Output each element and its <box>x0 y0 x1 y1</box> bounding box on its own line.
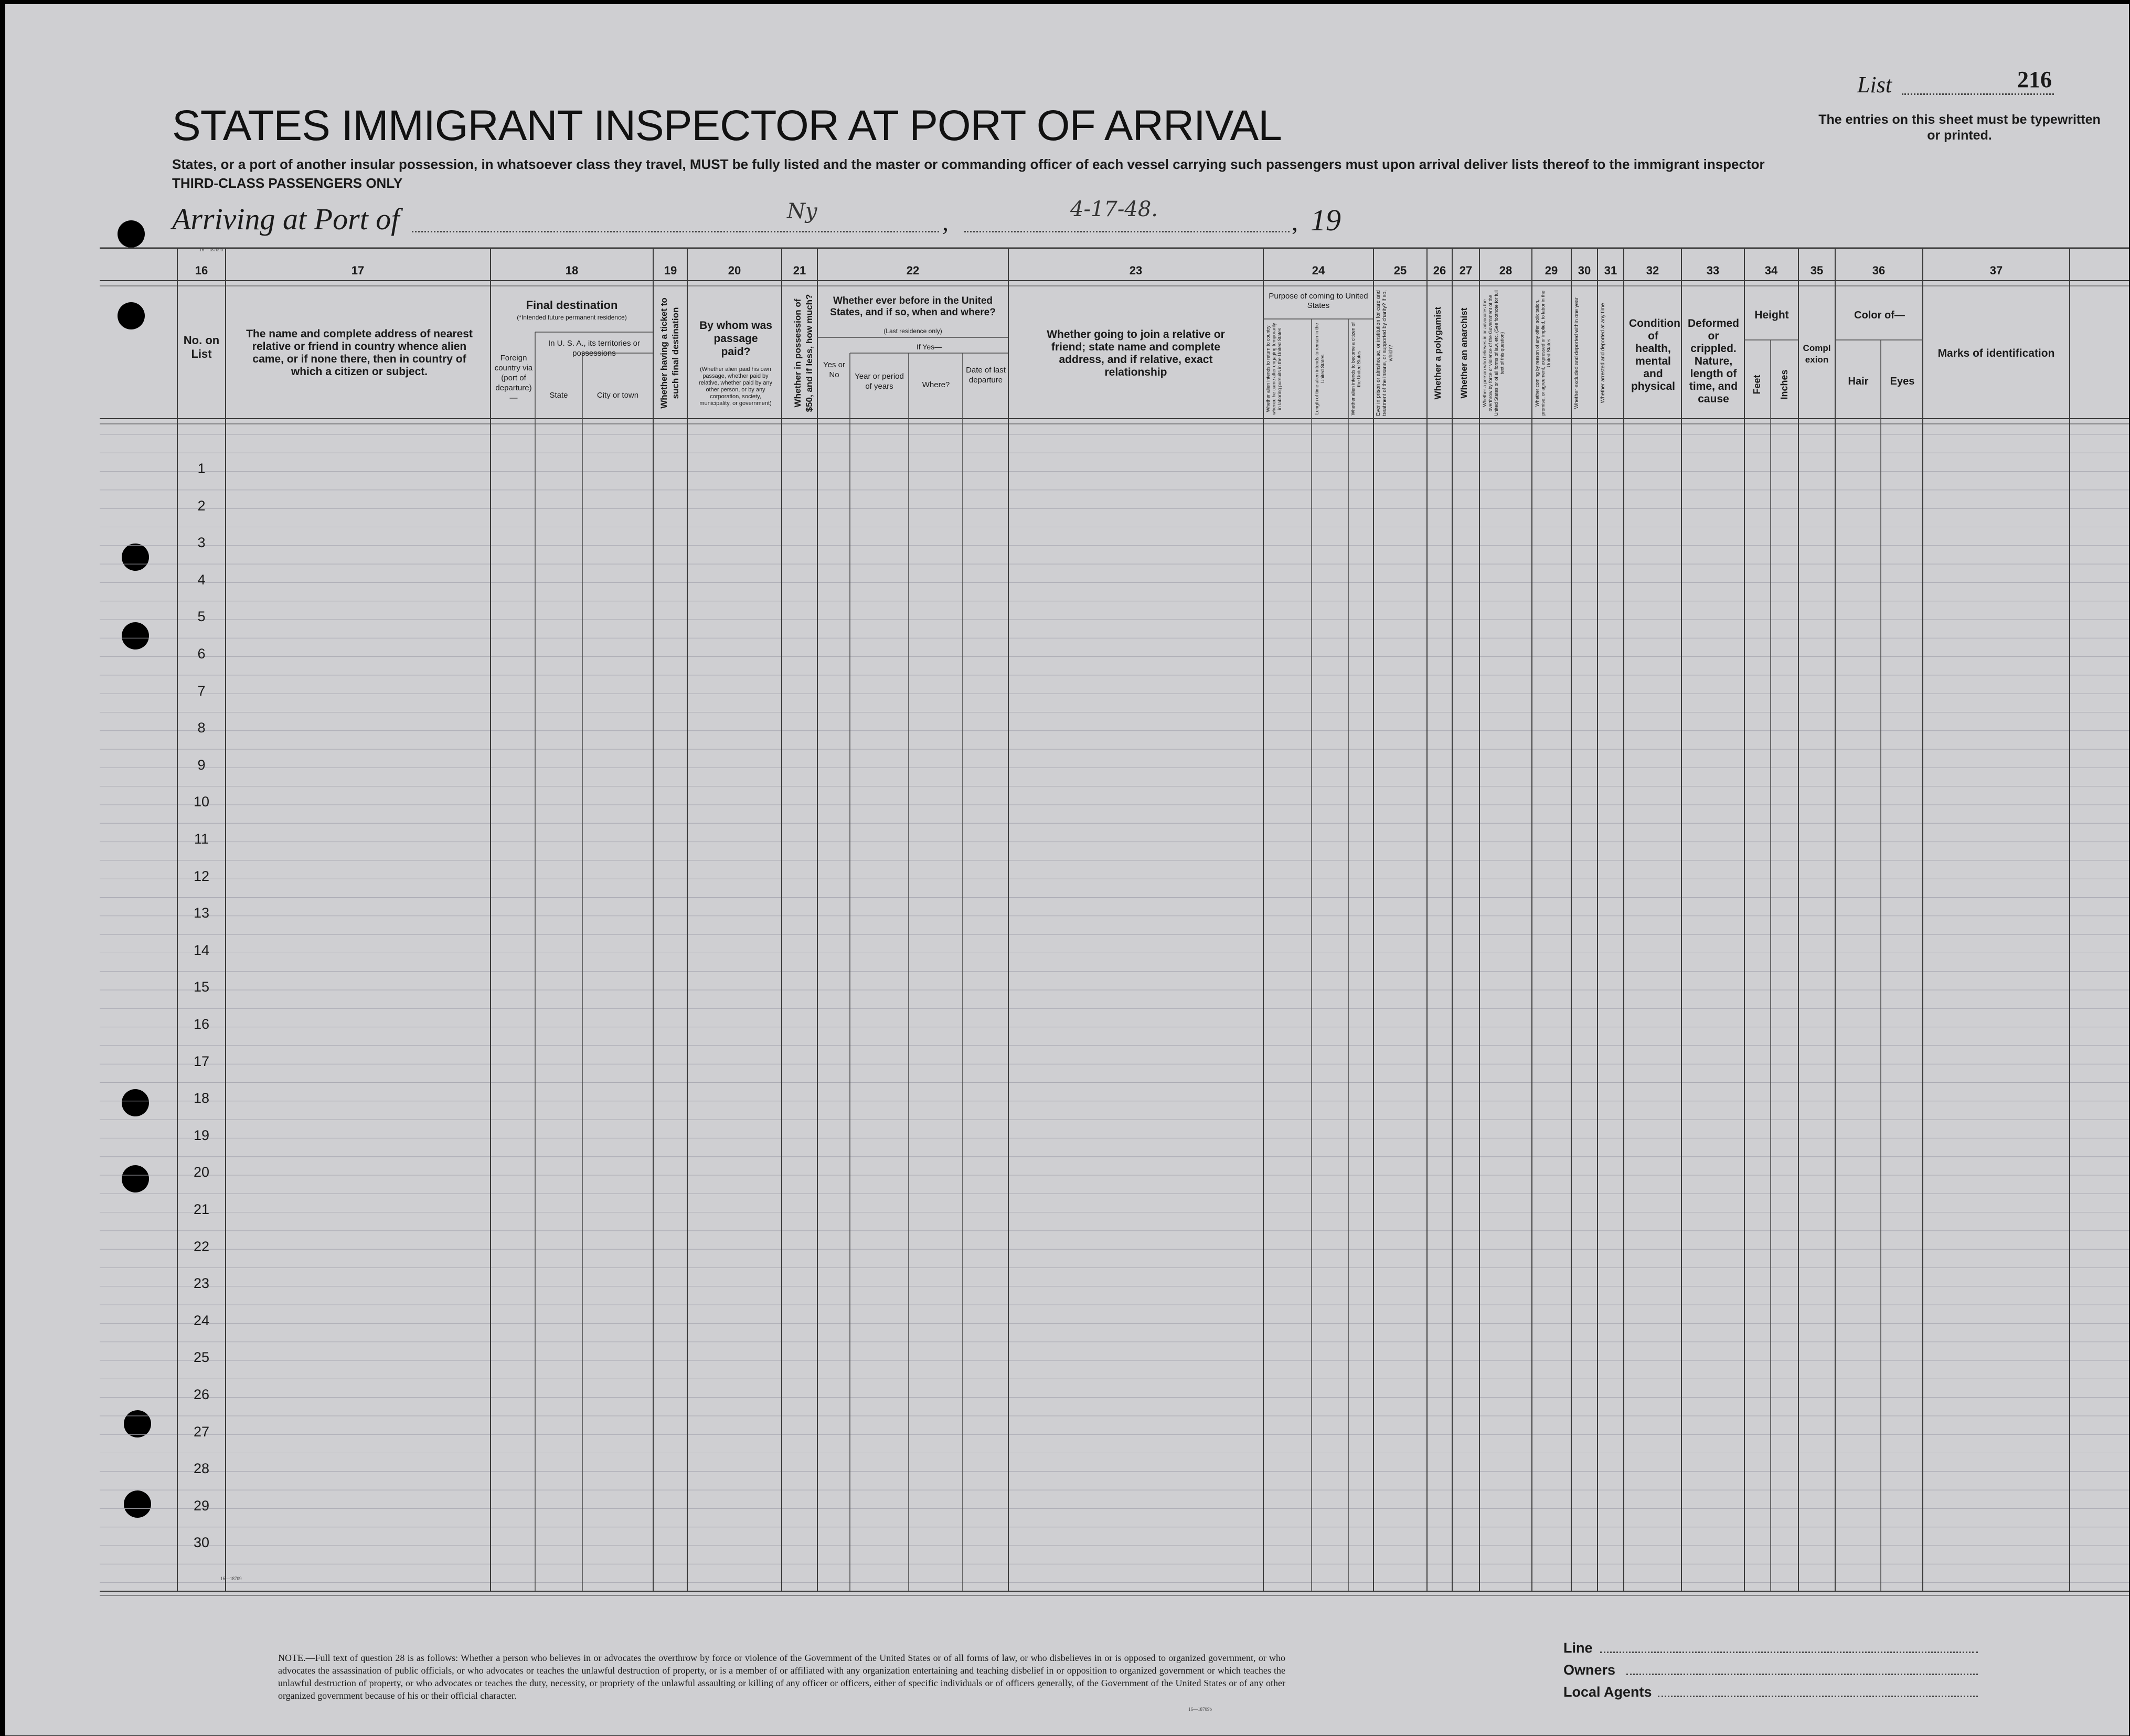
column-number: 20 <box>728 264 741 277</box>
form-code-left: 16—18709 <box>220 1576 242 1581</box>
header-ticket: Whether having a ticket to such final destination <box>659 297 680 409</box>
column-number: 36 <box>1872 264 1886 277</box>
header-state: State <box>549 391 568 400</box>
column-number: 25 <box>1393 264 1407 277</box>
manifest-sheet <box>5 4 2129 1735</box>
form-code-top: 16—18709b <box>199 247 223 252</box>
header-date-of-last-departure: Date of last departure <box>966 366 1006 385</box>
header-final-destination-note: (*Intended future permanent residence) <box>517 314 627 321</box>
column-number: 29 <box>1545 264 1558 277</box>
row-number: 16 <box>193 1016 210 1032</box>
row-number: 2 <box>197 497 206 514</box>
column-number: 21 <box>793 264 806 277</box>
header-final-destination: Final destination <box>526 299 618 312</box>
header-passage-paid: By whom was passage paid? <box>699 319 772 358</box>
header-ever-before-note: (Last residence only) <box>883 327 942 335</box>
column-number: 22 <box>906 264 920 277</box>
column-number: 30 <box>1578 264 1591 277</box>
row-number: 25 <box>193 1349 210 1366</box>
header-feet: Feet <box>1752 375 1762 395</box>
row-number: 29 <box>193 1497 210 1514</box>
header-nearest-relative: The name and complete address of nearest relative or friend in country whence alien came, or if none there, then in country of which a citizen or subject. <box>246 328 473 378</box>
header-purpose-return: Whether alien intends to return to country whence he came after engaging temporarily in laboring pursuits in the United States <box>1265 323 1282 415</box>
header-foreign-country: Foreign country via (port of departure)— <box>494 354 533 402</box>
header-where: Where? <box>922 380 950 389</box>
row-number: 24 <box>193 1312 210 1328</box>
column-number: 34 <box>1764 264 1778 277</box>
header-purpose-citizen: Whether alien intends to become a citizen of the United States <box>1350 322 1361 416</box>
row-number: 10 <box>193 794 210 810</box>
column-number: 27 <box>1459 264 1473 277</box>
row-number: 15 <box>193 979 210 995</box>
column-number: 31 <box>1604 264 1617 277</box>
column-number: 19 <box>664 264 677 277</box>
column-number: 16 <box>195 264 208 277</box>
header-arrested: Whether arrested and deported at any time <box>1600 303 1606 403</box>
row-number: 22 <box>193 1238 210 1254</box>
year-prefix: 19 <box>1311 203 1341 237</box>
row-number: 30 <box>193 1535 210 1551</box>
footer-owners-label: Owners <box>1563 1662 1616 1678</box>
row-number: 20 <box>193 1164 210 1180</box>
header-health: Condition of health, mental and physical <box>1629 317 1680 392</box>
footer-line-field[interactable] <box>1600 1652 1978 1653</box>
entries-note: The entries on this sheet must be typewritten or printed. <box>1818 112 2101 143</box>
row-number: 1 <box>197 461 206 476</box>
row-number: 14 <box>193 942 210 958</box>
header-eyes: Eyes <box>1890 376 1915 387</box>
header-fifty-dollars: Whether in possession of $50, and if less, how much? <box>793 294 814 412</box>
header-height: Height <box>1754 309 1789 321</box>
header-going-to-join: Whether going to join a relative or friend; state name and complete address, and if relative, exact relationship <box>1047 328 1225 378</box>
footer-agents-field[interactable] <box>1658 1696 1978 1697</box>
header-in-usa: In U. S. A., its territories or possessions <box>548 339 641 358</box>
form-code-foot: 16—18709b <box>1188 1707 1212 1712</box>
header-purpose: Purpose of coming to United States <box>1269 292 1368 310</box>
row-number: 4 <box>197 571 206 588</box>
page-title: STATES IMMIGRANT INSPECTOR AT PORT OF ARRIVAL <box>172 102 1282 150</box>
header-color-of: Color of— <box>1854 310 1905 321</box>
row-number: 8 <box>197 720 206 736</box>
row-number: 3 <box>197 535 206 551</box>
header-ever-before-us: Whether ever before in the United States, and if so, when and where? <box>830 295 996 318</box>
header-year-or-period: Year or period of years <box>855 372 904 391</box>
header-offer-to-labor: Whether coming by reason of any offer, solicitation, promise, or agreement, expressed or implied, to labor in the United States <box>1535 290 1551 416</box>
column-number: 37 <box>1989 264 2003 277</box>
header-marks-of-identification: Marks of identification <box>1937 347 2055 359</box>
subtitle-instructions: States, or a port of another insular possession, in whatsoever class they travel, MUST be fully listed and the master or commanding officer of each vessel carrying such passengers must upon arrival deliver lists thereof to the immigrant inspector <box>172 156 1765 172</box>
header-hair: Hair <box>1848 376 1869 387</box>
column-number: 35 <box>1810 264 1824 277</box>
row-number: 17 <box>193 1053 210 1069</box>
list-label: List <box>1857 72 1892 98</box>
footer-agents-label: Local Agents <box>1563 1684 1652 1700</box>
column-number: 24 <box>1312 264 1325 277</box>
row-number: 19 <box>193 1127 210 1143</box>
footer-line-label: Line <box>1563 1640 1593 1656</box>
column-number: 23 <box>1129 264 1143 277</box>
row-number: 28 <box>193 1461 210 1477</box>
row-number: 26 <box>193 1387 210 1402</box>
header-overthrow: Whether a person who believes in or advocates the overthrow by force or violence of the Government of the United States or of all forms of law, etc. (See footnote for full text of this question) <box>1482 290 1505 416</box>
header-purpose-length: Length of time alien intends to remain in the United States <box>1314 323 1325 415</box>
comma: , <box>942 208 949 236</box>
row-number: 7 <box>197 683 206 699</box>
column-number: 33 <box>1706 264 1720 277</box>
header-no-on-list: No. on List <box>183 334 220 360</box>
header-excluded: Whether excluded and deported within one year <box>1574 297 1580 409</box>
list-number: 216 <box>2017 67 2052 92</box>
row-number: 21 <box>193 1201 210 1217</box>
row-number: 12 <box>193 868 210 884</box>
row-number: 23 <box>193 1275 210 1292</box>
header-if-yes: If Yes— <box>916 343 942 351</box>
header-prison: Ever in prison or almshouse, or institution for care and treatment of the insane, or supported by charity? If so, which? <box>1376 290 1394 416</box>
column-number: 28 <box>1499 264 1513 277</box>
footer-owners-field[interactable] <box>1626 1674 1978 1675</box>
header-complexion: Complexion <box>1803 343 1831 365</box>
column-number: 32 <box>1646 264 1659 277</box>
header-passage-paid-note: (Whether alien paid his own passage, whether paid by relative, whether paid by any other person, or by any corporation, society, municipality, or government) <box>698 366 773 407</box>
arriving-label: Arriving at Port of <box>172 202 400 236</box>
header-yes-or-no: Yes or No <box>823 360 845 379</box>
comma: , <box>1292 208 1298 236</box>
header-deformed: Deformed or crippled. Nature, length of time, and cause <box>1687 317 1740 405</box>
header-anarchist: Whether an anarchist <box>1459 307 1469 399</box>
row-number: 13 <box>193 905 210 921</box>
row-number: 27 <box>193 1423 210 1440</box>
column-number: 26 <box>1433 264 1446 277</box>
row-number: 5 <box>197 609 206 625</box>
row-number: 18 <box>193 1090 210 1106</box>
footnote: NOTE.—Full text of question 28 is as follows: Whether a person who believes in or advocates the overthrow by force or violence of the Government of the United States or of all forms of law, or who disbelieves in or is opposed to organized government, or who advocates the assassination of public officials, or who advocates or teaches the unlawful destruction of property, or is a member of or affiliated with any organization entertaining and teaching disbelief in or opposition to organized government or which teaches the unlawful destruction of property, or who advocates or teaches the duty, necessity, or propriety of the unlawful assaulting or killing of any officer or officers, either of specific individuals or of officers generally, of the Government of the United States or of any other organized government because of his or their official character. <box>278 1653 1285 1701</box>
port-value: Ny <box>787 199 817 223</box>
column-number: 17 <box>351 264 365 277</box>
header-polygamist: Whether a polygamist <box>1433 306 1443 400</box>
header-city-or-town: City or town <box>597 391 639 400</box>
header-inches: Inches <box>1779 369 1790 400</box>
row-number: 9 <box>197 757 206 773</box>
date-value: 4-17-48. <box>1070 197 1158 221</box>
subtitle-class: THIRD-CLASS PASSENGERS ONLY <box>172 175 403 191</box>
row-number: 11 <box>194 831 209 847</box>
row-number: 6 <box>197 646 206 662</box>
column-number: 18 <box>565 264 579 277</box>
